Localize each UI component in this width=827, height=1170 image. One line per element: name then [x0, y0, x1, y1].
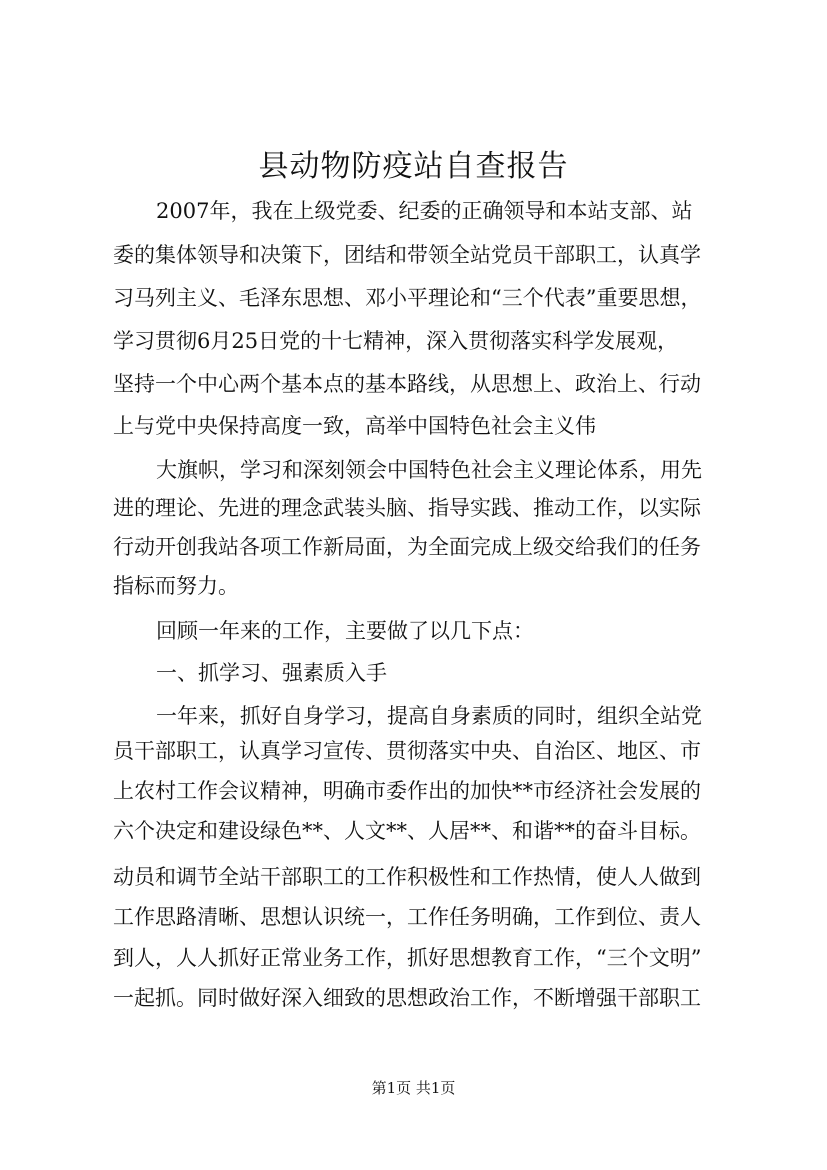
body-line: 行动开创我站各项工作新局面，为全面完成上级交给我们的任务: [113, 535, 701, 559]
body-line: 学习贯彻6月25日党的十七精神，深入贯彻落实科学发展观，: [113, 329, 679, 353]
body-line: 习马列主义、毛泽东思想、邓小平理论和“三个代表”重要思想，: [113, 286, 702, 310]
body-line: 一、抓学习、强素质入手: [156, 661, 387, 685]
body-line: 到人，人人抓好正常业务工作，抓好思想教育工作，“三个文明”: [113, 946, 702, 970]
body-line: 上农村工作会议精神，明确市委作出的加快**市经济社会发展的: [113, 779, 701, 803]
body-line: 六个决定和建设绿色**、人文**、人居**、和谐**的奋斗目标。: [113, 819, 701, 843]
body-line: 员干部职工，认真学习宣传、贯彻落实中央、自治区、地区、市: [113, 739, 701, 763]
document-title: 县动物防疫站自查报告: [258, 149, 569, 184]
body-line: 一年来，抓好自身学习，提高自身素质的同时，组织全站党: [156, 704, 702, 728]
body-line: 进的理论、先进的理念武装头脑、指导实践、推动工作，以实际: [113, 496, 701, 520]
body-line: 一起抓。同时做好深入细致的思想政治工作，不断增强干部职工: [113, 986, 701, 1010]
body-line: 委的集体领导和决策下，团结和带领全站党员干部职工，认真学: [113, 243, 701, 267]
body-line: 工作思路清晰、思想认识统一，工作任务明确，工作到位、责人: [113, 905, 701, 929]
body-line: 上与党中央保持高度一致，高举中国特色社会主义伟: [113, 414, 596, 438]
body-line: 指标而努力。: [113, 574, 239, 598]
body-line: 动员和调节全站干部职工的工作积极性和工作热情，使人人做到: [113, 865, 701, 889]
body-line: 大旗帜，学习和深刻领会中国特色社会主义理论体系，用先: [156, 458, 702, 482]
page-footer: 第1页 共1页: [371, 1079, 456, 1097]
body-line: 回顾一年来的工作，主要做了以几下点：: [156, 619, 534, 643]
body-line: 2007年，我在上级党委、纪委的正确领导和本站支部、站: [156, 199, 693, 223]
body-line: 坚持一个中心两个基本点的基本路线，从思想上、政治上、行动: [113, 372, 701, 396]
